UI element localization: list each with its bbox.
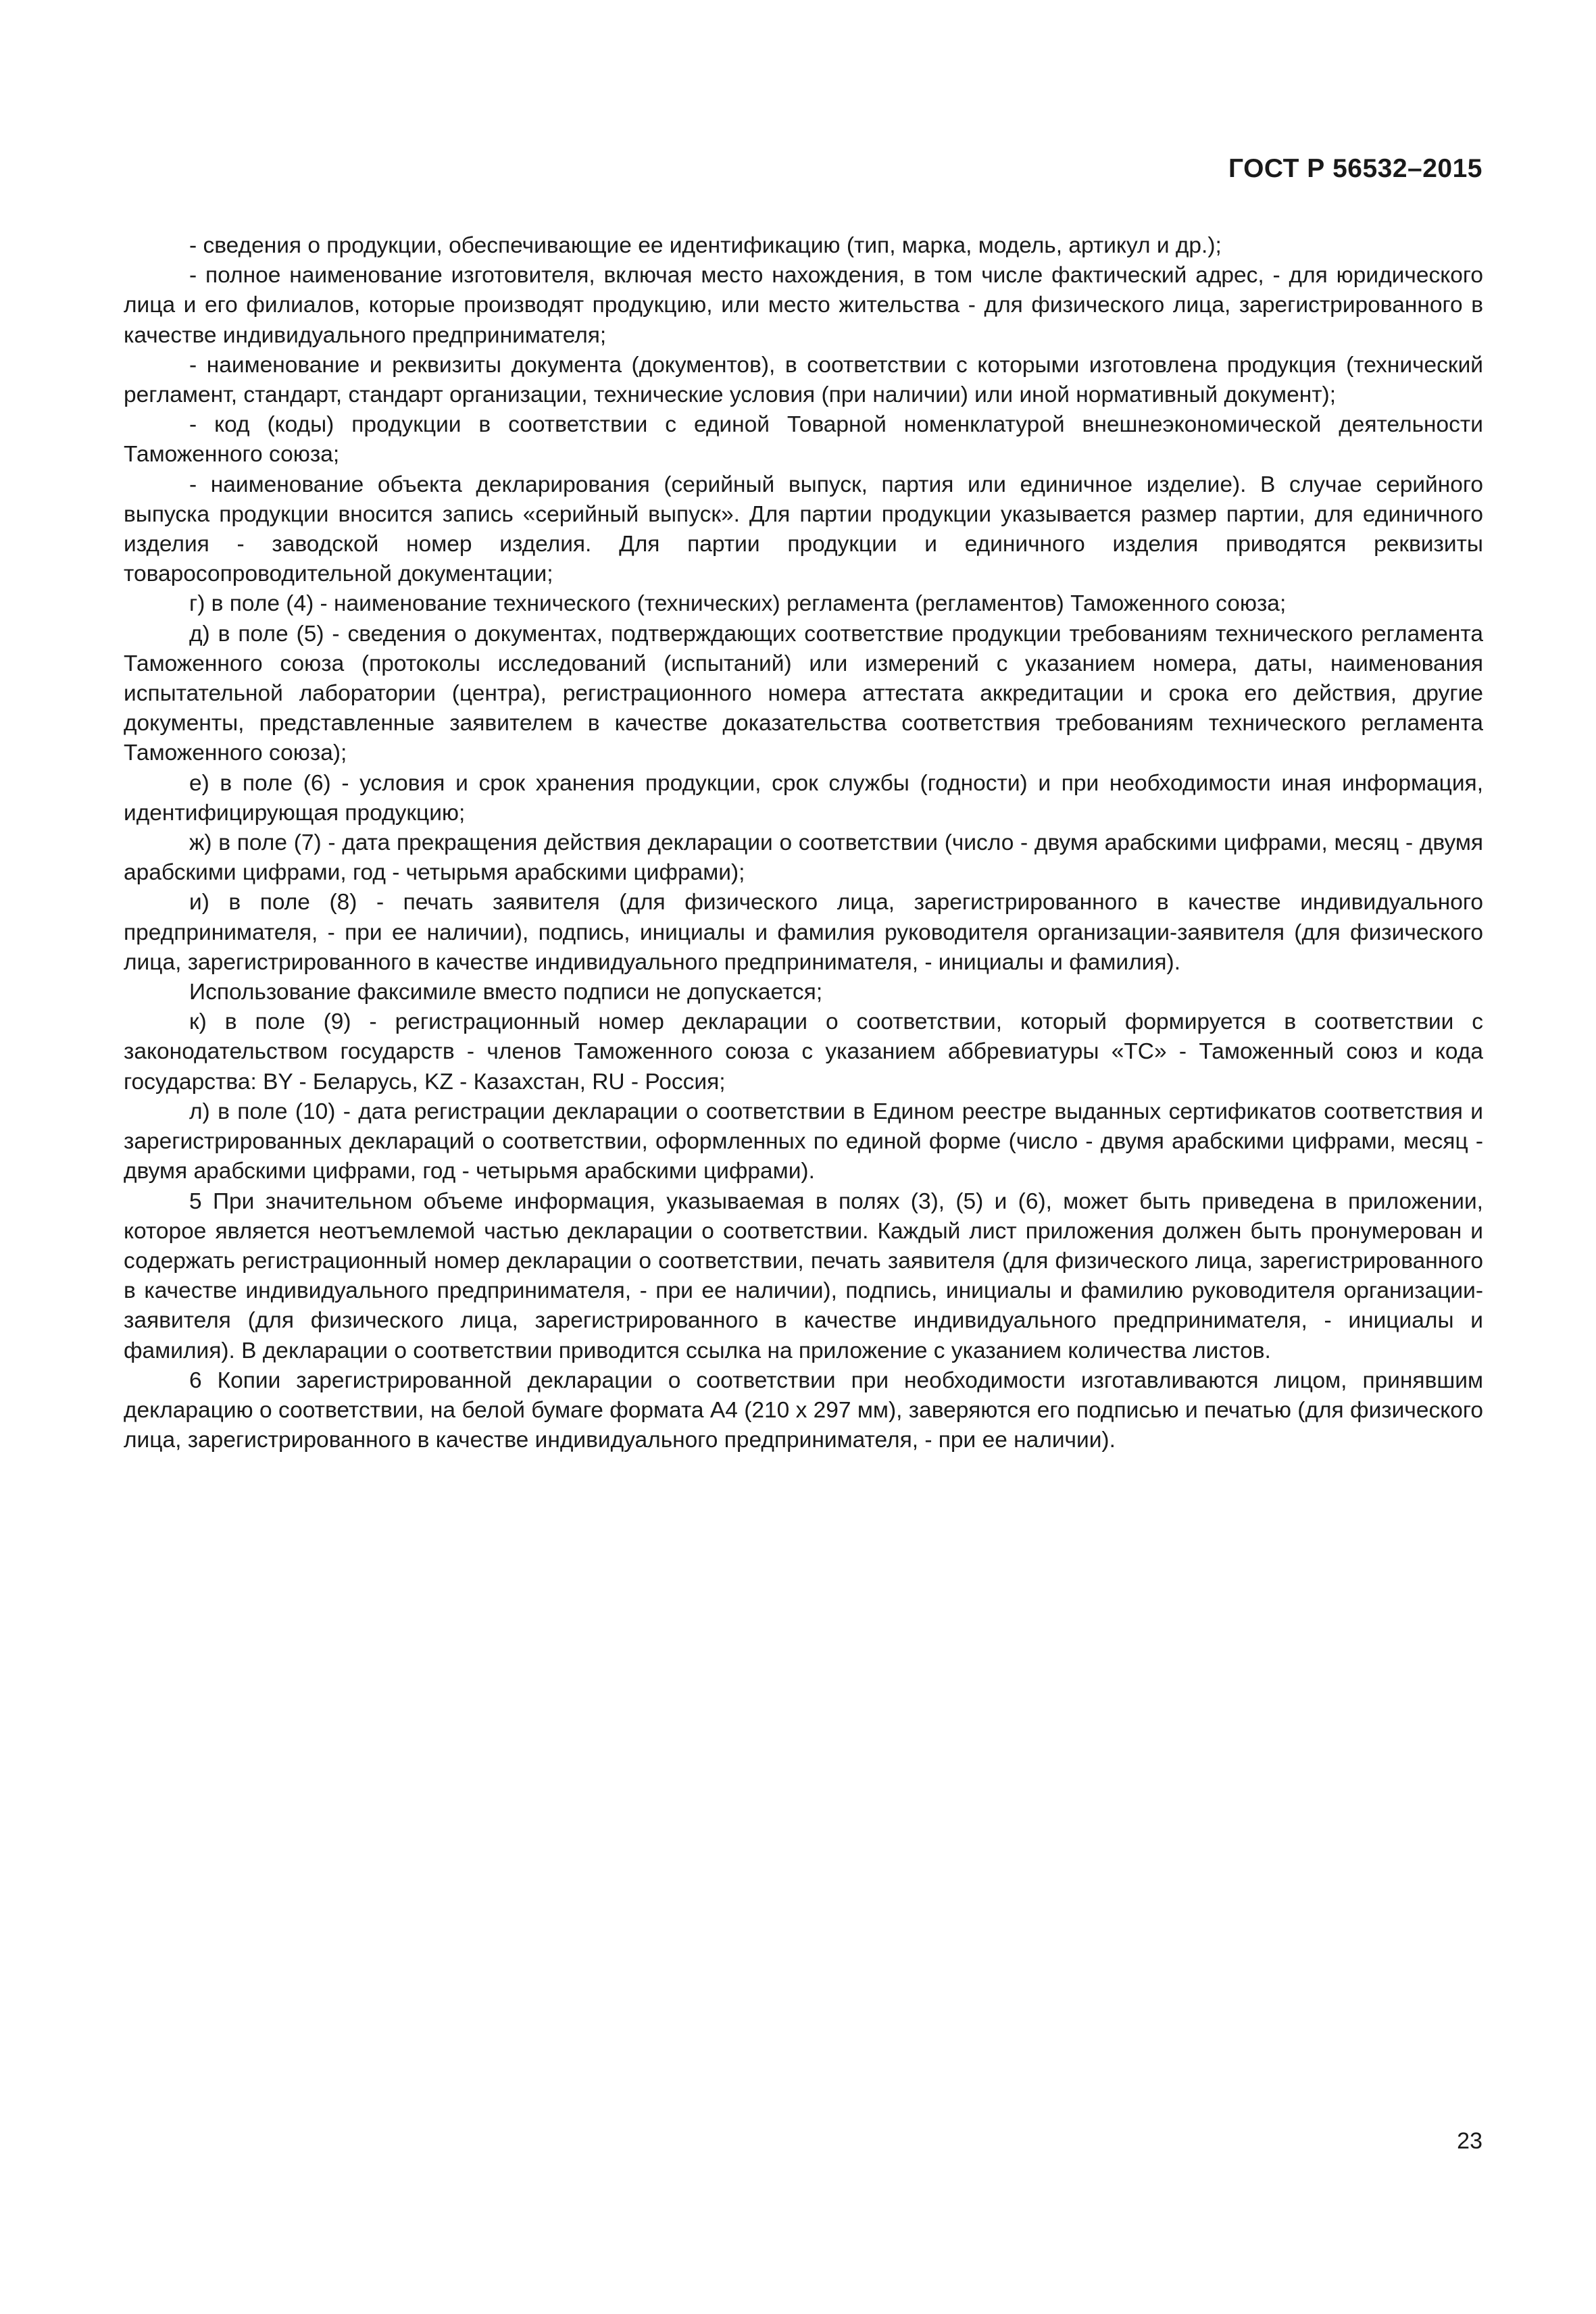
paragraph-declaration-object: - наименование объекта декларирования (серийный выпуск, партия или единичное изделие). В случае серийного выпуска продукции вносится запись «серийный выпуск». Для партии продукции указывается размер партии, для единичного изделия - заводской номер изделия. Для партии продукции и единичного изделия приводятся реквизиты товаросопроводительной документации; — [124, 472, 1483, 587]
paragraph-clause-6: 6 Копии зарегистрированной декларации о соответствии при необходимости изготавливаются лицом, принявшим декларацию о соответствии, на белой бумаге формата А4 (210 x 297 мм), заверяются его подписью и печатью (для физического лица, зарегистрированного в качестве индивидуального предпринимателя, - при ее наличии). — [124, 1367, 1483, 1453]
paragraph-clause-5: 5 При значительном объеме информация, указываемая в полях (3), (5) и (6), может быть приведена в приложении, которое является неотъемлемой частью декларации о соответствии. Каждый лист приложения должен быть пронумерован и содержать регистрационный номер декларации о соответствии, печать заявителя (для физического лица, зарегистрированного в качестве индивидуального предпринимателя, - при ее наличии), подпись, инициалы и фамилию руководителя организации-заявителя (для физического лица, зарегистрированного в качестве индивидуального предпринимателя, - инициалы и фамилия). В декларации о соответствии приводится ссылка на приложение с указанием количества листов. — [124, 1188, 1483, 1363]
paragraph-field-5: д) в поле (5) - сведения о документах, подтверждающих соответствие продукции требованиям технического регламента Таможенного союза (протоколы исследований (испытаний) или измерений с указанием номера, даты, наименования испытательной лаборатории (центра), регистрационного номера аттестата аккредитации и срока его действия, другие документы, представленные заявителем в качестве доказательства соответствия требованиям технического регламента Таможенного союза); — [124, 621, 1483, 766]
paragraph-manufacturer: - полное наименование изготовителя, включая место нахождения, в том числе фактический адрес, - для юридического лица и его филиалов, которые производят продукцию, или место жительства - для физического лица, зарегистрированного в качестве индивидуального предпринимателя; — [124, 263, 1483, 348]
paragraph-field-9: к) в поле (9) - регистрационный номер декларации о соответствии, который формируется в соответствии с законодательством государств - членов Таможенного союза с указанием аббревиатуры «ТС» - Таможенный союз и кода государства: BY - Беларусь, KZ - Казахстан, RU - Россия; — [124, 1009, 1483, 1095]
paragraph-field-6: е) в поле (6) - условия и срок хранения продукции, срок службы (годности) и при необходимости иная информация, идентифицирующая продукцию; — [124, 770, 1483, 826]
paragraph-product-code: - код (коды) продукции в соответствии с единой Товарной номенклатурой внешнеэкономической деятельности Таможенного союза; — [124, 412, 1483, 468]
paragraph-field-4: г) в поле (4) - наименование технического (технических) регламента (регламентов) Таможенного союза; — [189, 591, 1287, 617]
document-code-header: ГОСТ Р 56532–2015 — [1228, 154, 1482, 183]
document-body — [124, 231, 1483, 1455]
paragraph-product-info: - сведения о продукции, обеспечивающие ее идентификацию (тип, марка, модель, артикул и др.); — [189, 233, 1222, 258]
paragraph-field-8: и) в поле (8) - печать заявителя (для физического лица, зарегистрированного в качестве индивидуального предпринимателя, - при ее наличии), подпись, инициалы и фамилия руководителя организации-заявителя (для физического лица, зарегистрированного в качестве индивидуального предпринимателя, - инициалы и фамилия). — [124, 890, 1483, 975]
page-number: 23 — [1457, 2128, 1482, 2154]
paragraph-documents: - наименование и реквизиты документа (документов), в соответствии с которыми изготовлена продукция (технический регламент, стандарт, стандарт организации, технические условия (при наличии) или иной нормативный документ); — [124, 352, 1483, 408]
paragraph-field-10: л) в поле (10) - дата регистрации декларации о соответствии в Едином реестре выданных сертификатов соответствия и зарегистрированных деклараций о соответствии, оформленных по единой форме (число - двумя арабскими цифрами, месяц - двумя арабскими цифрами, год - четырьмя арабскими цифрами). — [124, 1099, 1483, 1184]
paragraph-field-7: ж) в поле (7) - дата прекращения действия декларации о соответствии (число - двумя арабскими цифрами, месяц - двумя арабскими цифрами, год - четырьмя арабскими цифрами); — [124, 830, 1483, 886]
paragraph-facsimile: Использование факсимиле вместо подписи не допускается; — [189, 980, 823, 1005]
